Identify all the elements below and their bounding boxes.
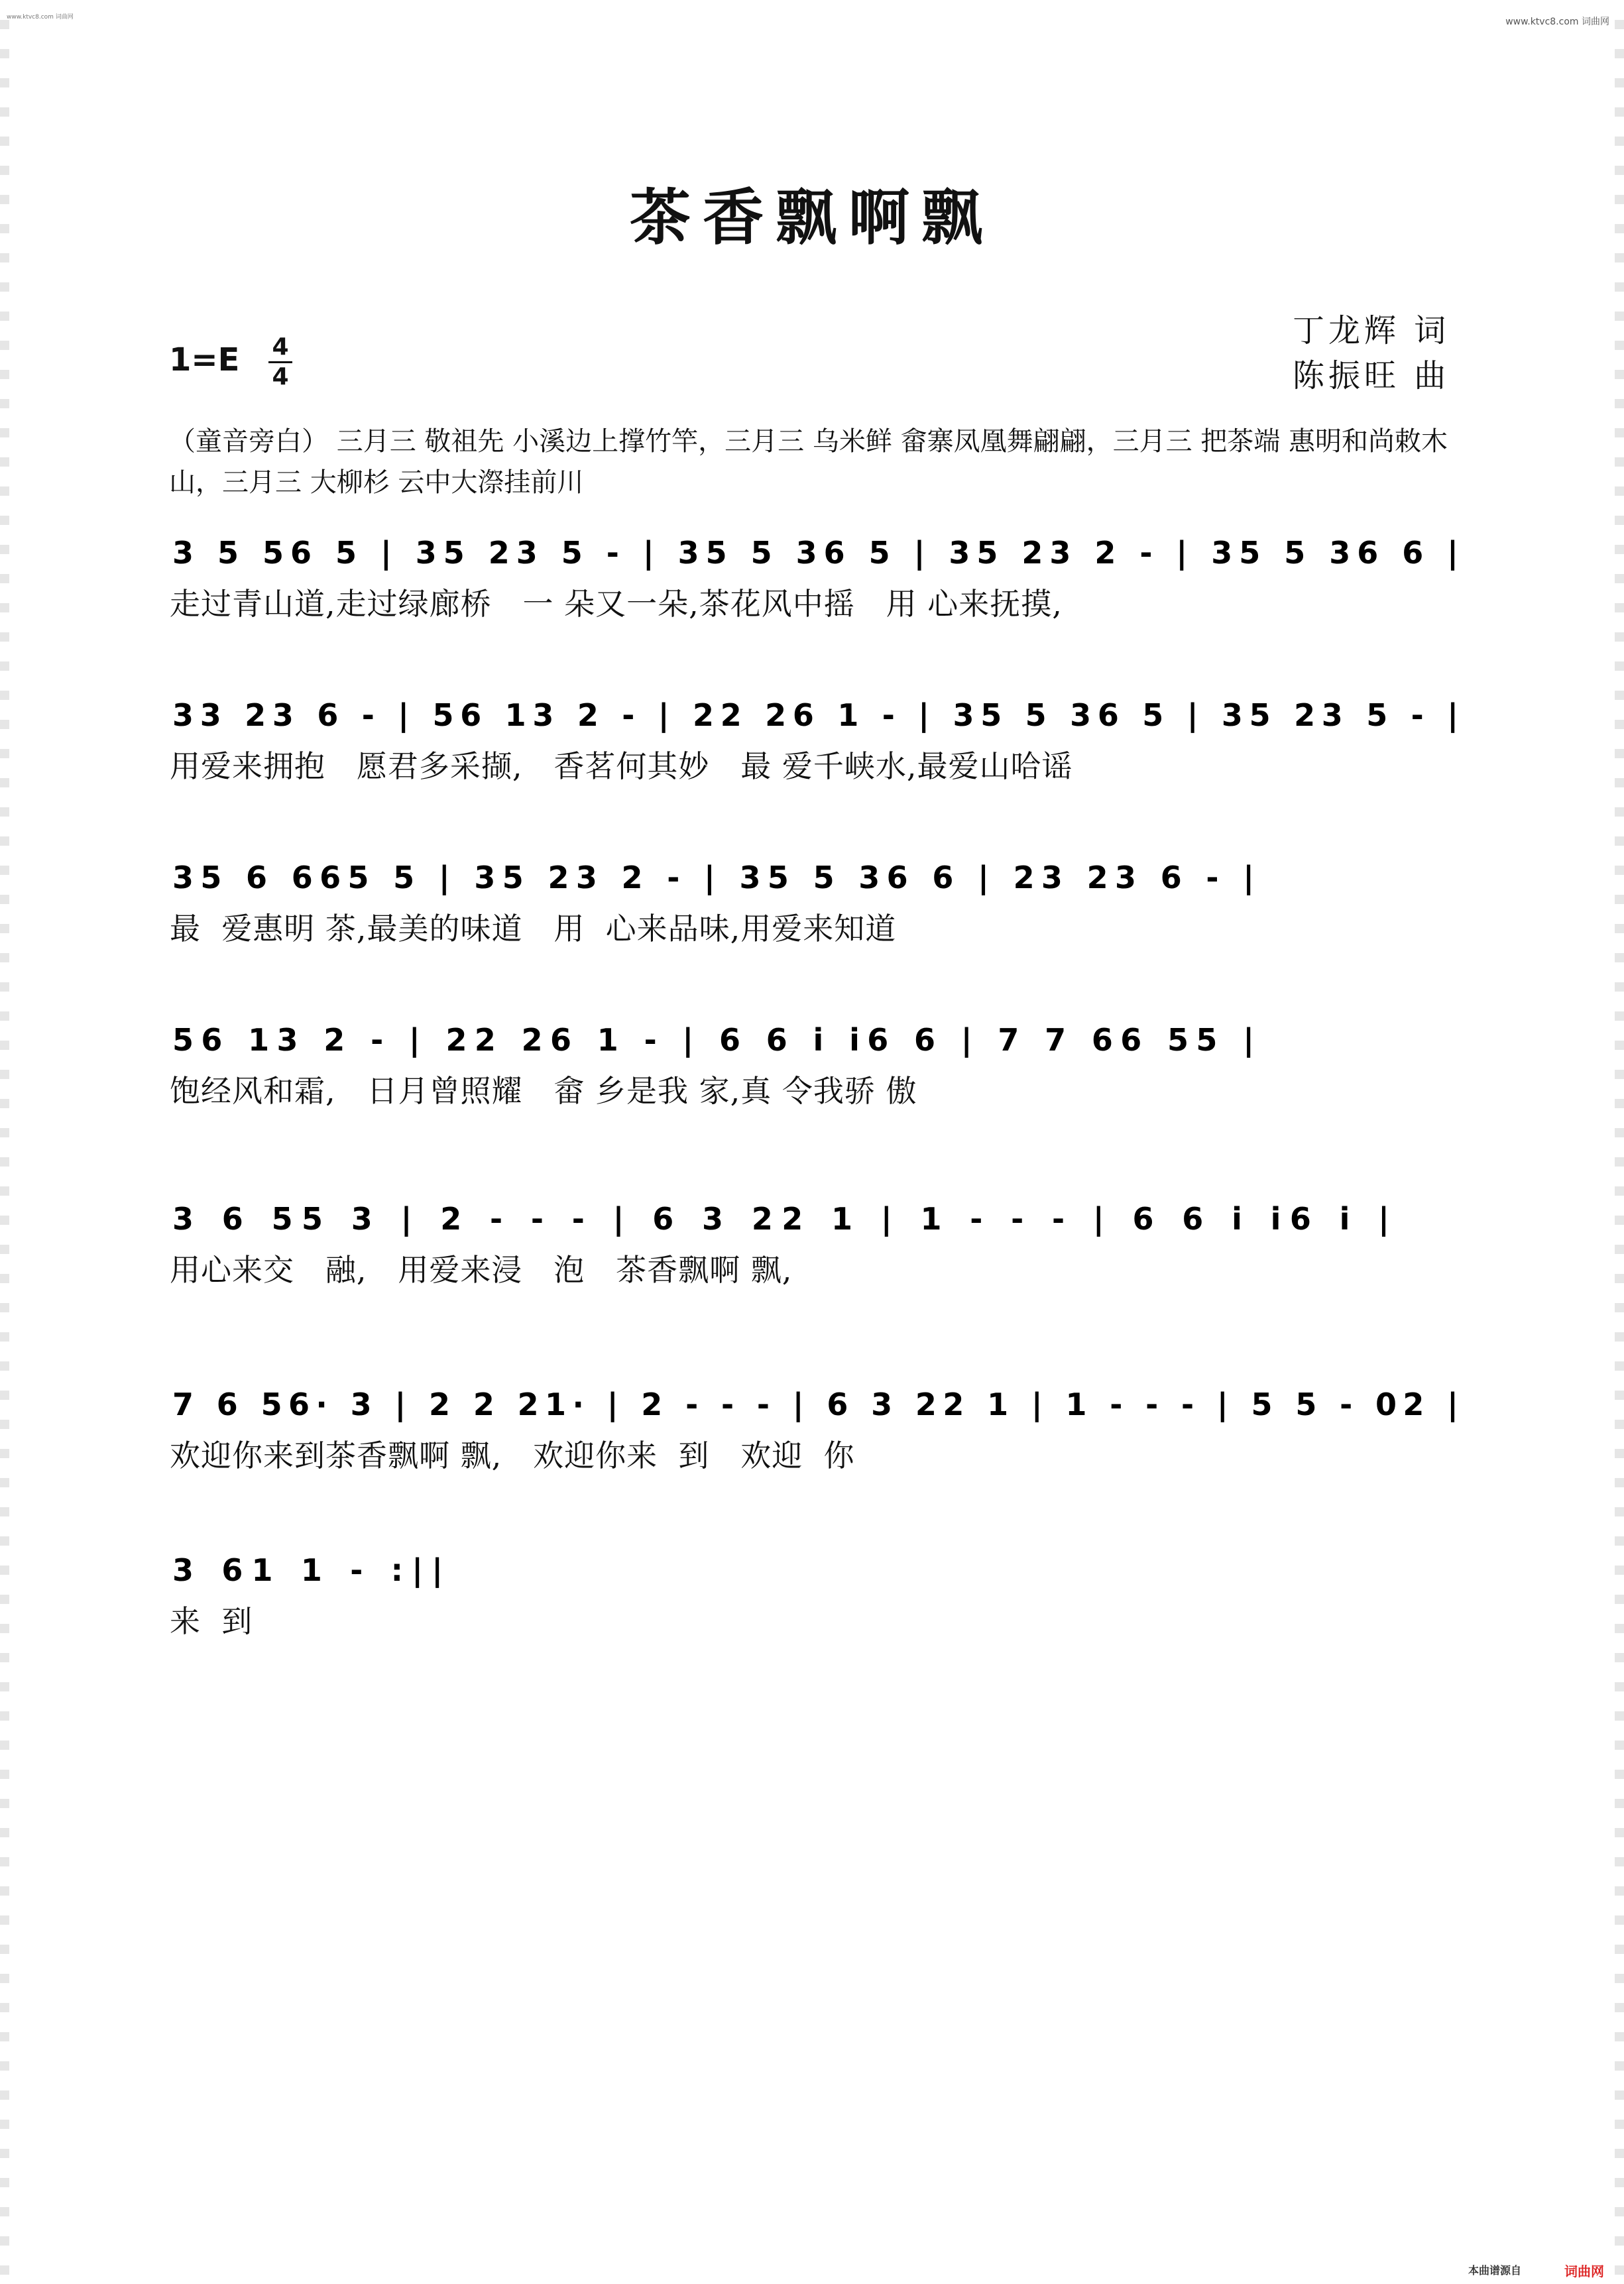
score-row-7-notes <box>164 1541 1464 1611</box>
time-signature-top: 4 <box>272 333 289 361</box>
top-left-site: www.ktvc8.com 词曲网 <box>7 14 74 21</box>
notes-text: 33 23 6 - | 56 13 2 - | 22 26 1 - | 35 5 36 5 | 35 23 5 - | <box>172 697 1458 733</box>
top-right-site: www.ktvc8.com 词曲网 <box>1505 17 1609 27</box>
notes-text: 3 61 1 - :|| <box>172 1552 443 1588</box>
song-title: 茶香飘啊飘 <box>629 182 994 253</box>
score-row-4-lyrics: 饱经风和霜, 日月曾照耀 畲 乡是我 家,真 令我骄 傲 <box>170 1073 917 1109</box>
right-decorative-strip <box>1615 0 1624 2284</box>
footer-source: 本曲谱源自 <box>1468 2264 1521 2277</box>
key-signature: 1=E <box>169 341 240 378</box>
narration-text: （童音旁白） 三月三 敬祖先 小溪边上撑竹竿，三月三 乌米鲜 畲寨凤凰舞翩翩，三月三 把茶端 惠明和尚敕木山，三月三 大柳杉 云中大漈挂前川 <box>169 426 1448 498</box>
composer-credit: 陈振旺 曲 <box>1293 357 1450 394</box>
notes-text: 3 5 56 5 | 35 23 5 - | 35 5 36 5 | 35 23 2 - | 35 5 36 6 | <box>172 535 1458 571</box>
score-row-1-lyrics: 走过青山道,走过绿廊桥 一 朵又一朵,茶花风中摇 用 心来抚摸, <box>170 586 1063 622</box>
footer-site: 词曲网 <box>1564 2263 1604 2279</box>
time-signature <box>268 335 292 390</box>
score-row-5-lyrics: 用心来交 融, 用爱来浸 泡 茶香飘啊 飘, <box>170 1252 793 1288</box>
score-row-3-lyrics: 最 爱惠明 茶,最美的味道 用 心来品味,用爱来知道 <box>170 911 897 946</box>
time-signature-bottom: 4 <box>272 363 289 390</box>
left-decorative-strip <box>0 0 9 2284</box>
notes-text: 56 13 2 - | 22 26 1 - | 6 6 i i6 6 | 7 7 66 55 | <box>172 1022 1255 1058</box>
score-row-2-lyrics: 用爱来拥抱 愿君多采撷, 香茗何其妙 最 爱千峡水,最爱山哈谣 <box>170 748 1073 784</box>
lyricist-credit: 丁龙辉 词 <box>1293 312 1450 349</box>
notes-text: 3 6 55 3 | 2 - - - | 6 3 22 1 | 1 - - - | 6 6 i i6 i | <box>172 1201 1389 1237</box>
notes-text: 35 6 665 5 | 35 23 2 - | 35 5 36 6 | 23 23 6 - | <box>172 860 1255 895</box>
score-row-6-lyrics: 欢迎你来到茶香飘啊 飘, 欢迎你来 到 欢迎 你 <box>170 1438 855 1473</box>
notes-text: 7 6 56· 3 | 2 2 21· | 2 - - - | 6 3 22 1 | 1 - - - | 5 5 - 02 | <box>172 1387 1458 1422</box>
score-row-7-lyrics: 来 到 <box>170 1603 253 1639</box>
